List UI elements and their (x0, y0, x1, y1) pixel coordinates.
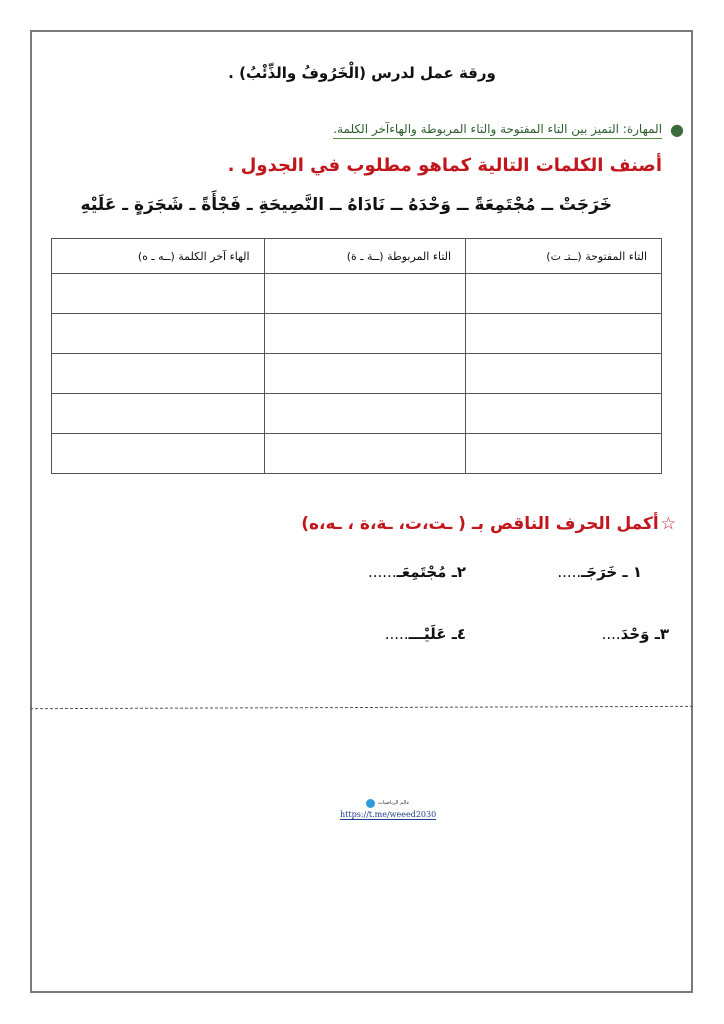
table-row (52, 274, 662, 314)
exercise-blank[interactable]: .... (601, 625, 621, 643)
logo-text: عالم الرياضيات (378, 800, 410, 806)
exercise-blank[interactable]: ...... (367, 563, 397, 581)
table-cell[interactable] (264, 394, 466, 434)
header-tied-taa: التاء المربوطة (ــة ـ ة) (264, 239, 466, 274)
table-cell[interactable] (466, 394, 662, 434)
exercise-number: ٣ـ (654, 625, 669, 643)
skill-statement (333, 120, 684, 139)
table-row (52, 434, 662, 474)
telegram-link[interactable]: https://t.me/weeed2030 (340, 810, 437, 819)
exercise-blank[interactable]: ..... (384, 625, 409, 643)
table-cell[interactable] (264, 434, 466, 474)
footer-logo (366, 798, 430, 808)
exercise-number: ٢ـ (451, 563, 466, 581)
exercise-number: ١ ـ (622, 563, 642, 581)
task2-heading (301, 514, 676, 534)
exercise-2 (368, 563, 466, 581)
table-row (52, 354, 662, 394)
table-cell[interactable] (466, 434, 662, 474)
task2-text: أكمل الحرف الناقص بـ ( ـت،ت، ـة،ة ، ـه،ه) (301, 514, 659, 534)
table-cell[interactable] (264, 314, 466, 354)
exercise-blank[interactable]: ..... (557, 563, 582, 581)
table-cell[interactable] (466, 274, 662, 314)
page-title: ورقة عمل لدرس (الْخَرُوفُ والذِّئْبُ) . (228, 64, 496, 82)
skill-text: المهارة: التميز بين التاء المفتوحة والتاء المربوطة والهاءآخر الكلمة. (333, 122, 662, 139)
table-cell[interactable] (52, 354, 265, 394)
table-row (52, 394, 662, 434)
table-cell[interactable] (264, 354, 466, 394)
bullet-icon: ● (670, 120, 684, 139)
table-cell[interactable] (52, 314, 265, 354)
header-haa: الهاء آخر الكلمة (ــه ـ ه) (52, 239, 265, 274)
table-cell[interactable] (466, 314, 662, 354)
sort-table (51, 238, 662, 474)
exercise-word: وَحْدَ (620, 625, 650, 643)
table-row (52, 314, 662, 354)
table-cell[interactable] (52, 274, 265, 314)
exercise-1 (557, 563, 642, 581)
table-cell[interactable] (52, 394, 265, 434)
table-cell[interactable] (52, 434, 265, 474)
exercise-word: خَرَجَـ (581, 563, 618, 581)
exercise-word: مُجْتَمِعَـ (396, 563, 447, 581)
word-list: خَرَجَتْ ــ مُجْتَمِعَةً ــ وَحْدَهُ ــ نَادَاهُ ــ النَّصِيحَةِ ـ فَجْأَةً ـ شَجَرَةٍ ـ عَلَيْهِ (80, 195, 612, 215)
star-icon: ☆ (660, 514, 676, 534)
table-cell[interactable] (264, 274, 466, 314)
exercise-number: ٤ـ (451, 625, 466, 643)
table-header-row (52, 239, 662, 274)
exercise-3 (602, 625, 669, 643)
header-open-taa: التاء المفتوحة (ــتـ ت) (466, 239, 662, 274)
exercise-4 (385, 625, 466, 643)
task1-heading: أصنف الكلمات التالية كماهو مطلوب في الجدول . (227, 155, 662, 176)
exercise-word: عَلَيْـــ (408, 625, 447, 643)
telegram-icon (366, 799, 375, 808)
table-cell[interactable] (466, 354, 662, 394)
